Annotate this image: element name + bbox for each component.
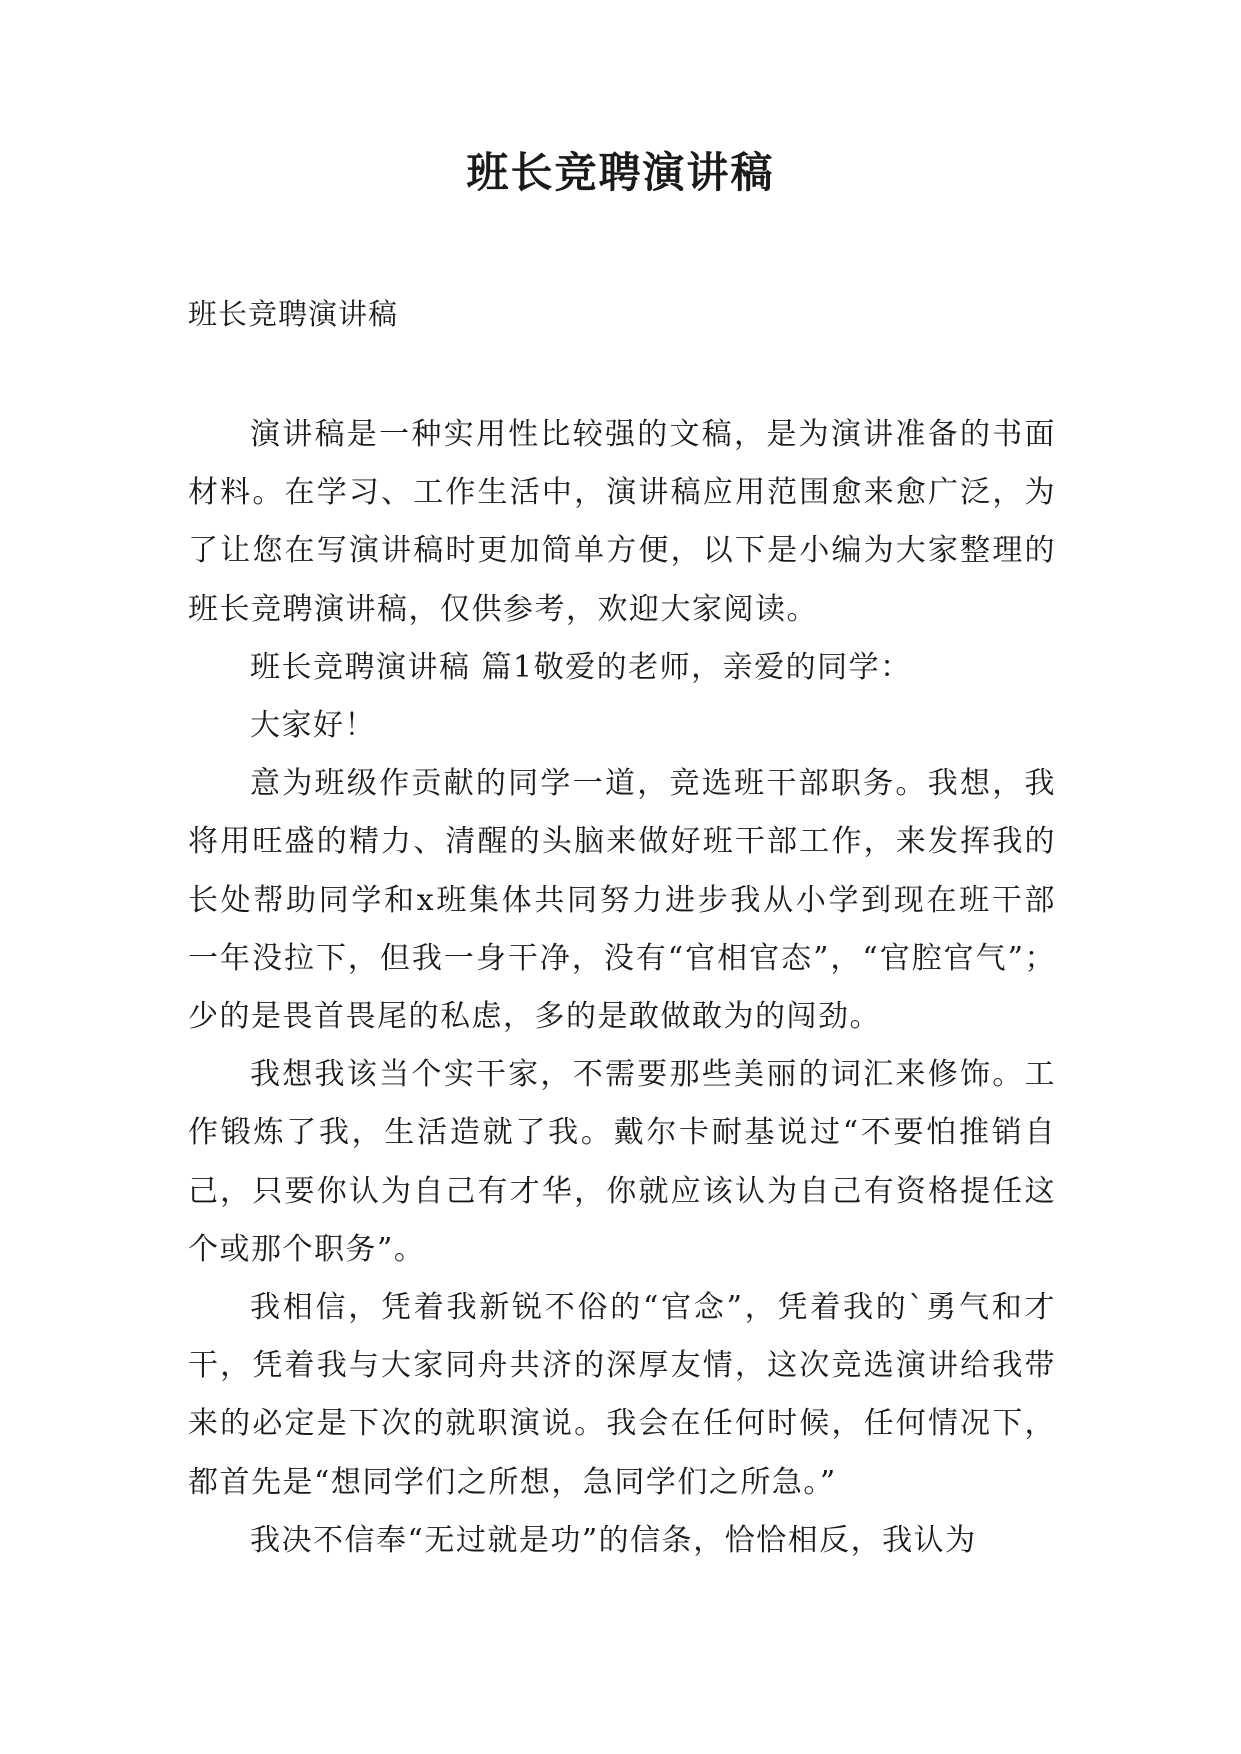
paragraph: 我相信，凭着我新锐不俗的“官念”，凭着我的`勇气和才干，凭着我与大家同舟共济的深厚友情，这次竞选演讲给我带来的必定是下次的就职演说。我会在任何时候，任何情况下，都首先是“想同学们之所想，急同学们之所急。” — [188, 1290, 1056, 1500]
paragraph: 大家好！ — [250, 708, 376, 744]
paragraph: 我想我该当个实干家，不需要那些美丽的词汇来修饰。工作锻炼了我，生活造就了我。戴尔卡耐基说过“不要怕推销自己，只要你认为自己有才华，你就应该认为自己有资格提任这个或那个职务”。 — [188, 1057, 1056, 1267]
paragraph: 班长竞聘演讲稿 篇1敬爱的老师，亲爱的同学： — [250, 649, 912, 685]
document-body — [188, 406, 1056, 1570]
document-subtitle: 班长竞聘演讲稿 — [188, 297, 399, 331]
paragraph: 意为班级作贡献的同学一道，竞选班干部职务。我想，我将用旺盛的精力、清醒的头脑来做好班干部工作，来发挥我的长处帮助同学和x班集体共同努力进步我从小学到现在班干部一年没拉下，但我一身干净，没有“官相官态”，“官腔官气”；少的是畏首畏尾的私虑，多的是敢做敢为的闯劲。 — [188, 766, 1056, 1035]
paragraph: 演讲稿是一种实用性比较强的文稿，是为演讲准备的书面材料。在学习、工作生活中，演讲稿应用范围愈来愈广泛，为了让您在写演讲稿时更加简单方便，以下是小编为大家整理的班长竞聘演讲稿，仅供参考，欢迎大家阅读。 — [188, 417, 1056, 627]
document-title: 班长竞聘演讲稿 — [466, 148, 775, 197]
paragraph: 我决不信奉“无过就是功”的信条，恰恰相反，我认为 — [250, 1522, 977, 1558]
